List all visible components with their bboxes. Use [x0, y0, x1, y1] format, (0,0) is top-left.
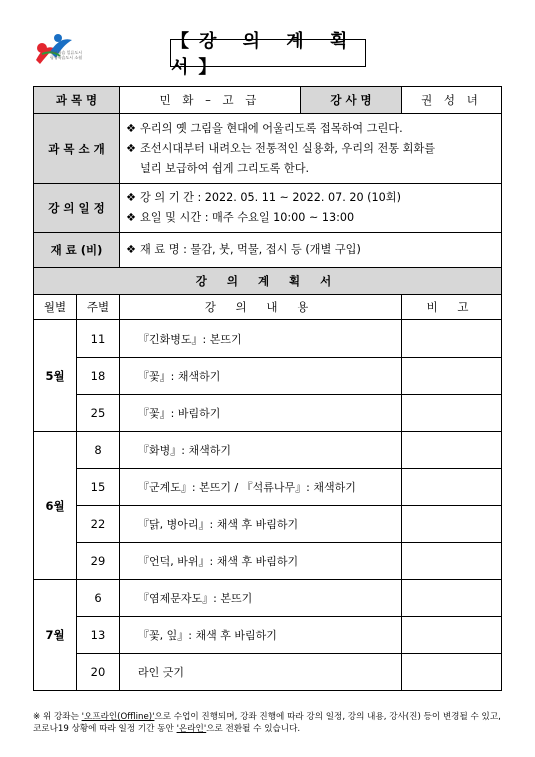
instructor-value: 권 성 녀 — [402, 87, 502, 114]
diamond-bullet-icon: ❖ — [126, 141, 137, 155]
intro-row — [34, 114, 502, 184]
schedule-label: 강 의 일 정 — [34, 184, 120, 233]
diamond-bullet-icon: ❖ — [126, 243, 137, 256]
materials-row — [34, 233, 502, 268]
content-cell: 『언덕, 바위』: 채색 후 바림하기 — [120, 543, 402, 580]
note-column-header: 비 고 — [402, 295, 502, 320]
month-cell: 6월 — [34, 432, 77, 580]
note-cell — [402, 395, 502, 432]
table-row — [34, 320, 502, 358]
content-cell: 『꽃』: 채색하기 — [120, 358, 402, 395]
instructor-label: 강 사 명 — [301, 87, 402, 114]
content-cell: 『군계도』: 본뜨기 / 『석류나무』: 채색하기 — [120, 469, 402, 506]
schedule-row — [34, 184, 502, 233]
note-cell — [402, 320, 502, 358]
week-cell: 13 — [77, 617, 120, 654]
materials-label: 재 료 (비) — [34, 233, 120, 268]
table-row — [34, 395, 502, 432]
plan-header-row — [34, 268, 502, 295]
note-cell — [402, 469, 502, 506]
month-column-header: 월별 — [34, 295, 77, 320]
title-box — [170, 31, 366, 78]
table-row — [34, 506, 502, 543]
table-row — [34, 617, 502, 654]
note-cell — [402, 358, 502, 395]
week-cell: 11 — [77, 320, 120, 358]
week-column-header: 주별 — [77, 295, 120, 320]
diamond-bullet-icon: ❖ — [126, 191, 137, 204]
week-cell: 25 — [77, 395, 120, 432]
week-cell: 22 — [77, 506, 120, 543]
note-cell — [402, 432, 502, 469]
week-cell: 8 — [77, 432, 120, 469]
note-cell — [402, 506, 502, 543]
table-row — [34, 358, 502, 395]
note-cell — [402, 580, 502, 617]
week-cell: 18 — [77, 358, 120, 395]
content-cell: 『염제문자도』: 본뜨기 — [120, 580, 402, 617]
table-row — [34, 654, 502, 691]
content-cell: 『꽃, 잎』: 채색 후 바림하기 — [120, 617, 402, 654]
content-cell: 『닭, 병아리』: 채색 후 바림하기 — [120, 506, 402, 543]
table-row — [34, 469, 502, 506]
content-cell: 『화병』: 채색하기 — [120, 432, 402, 469]
table-row — [34, 580, 502, 617]
schedule-text: ❖ 강 의 기 간 : 2022. 05. 11 ~ 2022. 07. 20 (10회) ❖ 요일 및 시간 : 매주 수요일 10:00 ~ 13:00 — [120, 184, 502, 233]
diamond-bullet-icon: ❖ — [126, 121, 137, 135]
week-cell: 6 — [77, 580, 120, 617]
course-plan-table — [33, 86, 502, 691]
page-title: 【강 의 계 획 서】 — [171, 31, 358, 78]
table-row — [34, 432, 502, 469]
month-cell: 7월 — [34, 580, 77, 691]
footnote: ※ 위 강좌는 '오프라인(Offline)'으로 수업이 진행되며, 강좌 진행에 따라 강의 일정, 강의 내용, 강사(진) 등이 변경될 수 있고, 코로나19 상황에 따라 일정 기간 동안 '온라인'으로 전환될 수 있습니다. — [33, 712, 501, 734]
intro-label: 과 목 소 개 — [34, 114, 120, 184]
content-cell: 『긴화병도』: 본뜨기 — [120, 320, 402, 358]
materials-text: ❖ 재 료 명 : 물감, 붓, 먹물, 접시 등 (개별 구입) — [120, 233, 502, 268]
diamond-bullet-icon: ❖ — [126, 211, 137, 224]
note-cell — [402, 617, 502, 654]
plan-header: 강 의 계 획 서 — [34, 268, 502, 295]
week-cell: 20 — [77, 654, 120, 691]
content-cell: 라인 긋기 — [120, 654, 402, 691]
table-row — [34, 543, 502, 580]
content-cell: 『꽃』: 바림하기 — [120, 395, 402, 432]
month-cell: 5월 — [34, 320, 77, 432]
week-cell: 15 — [77, 469, 120, 506]
note-cell — [402, 543, 502, 580]
course-row — [34, 87, 502, 114]
column-header-row — [34, 295, 502, 320]
week-cell: 29 — [77, 543, 120, 580]
subject-value: 민 화 – 고 급 — [120, 87, 301, 114]
content-column-header: 강 의 내 용 — [120, 295, 402, 320]
intro-text: ❖ 우리의 옛 그림을 현대에 어울리도록 접목하여 그린다. ❖ 조선시대부터 내려오는 전통적인 실용화, 우리의 전통 회화를 널리 보급하여 쉽게 그리도록 한다. — [120, 114, 502, 184]
logo-caption: 행복학습 일류도시 평생학습도시 소월 — [49, 50, 83, 60]
note-cell — [402, 654, 502, 691]
subject-label: 과 목 명 — [34, 87, 120, 114]
